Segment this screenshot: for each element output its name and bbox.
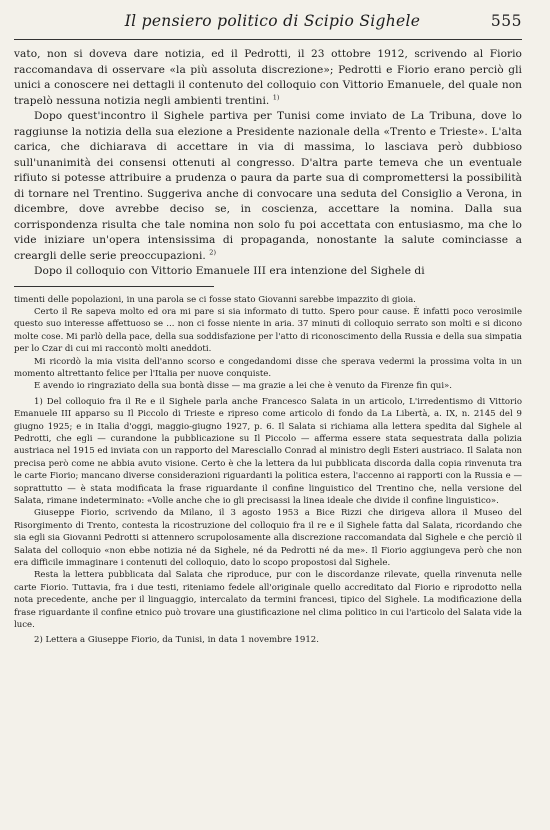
footnotes: [14, 294, 522, 647]
body-paragraph-continued: vato, non si doveva dare notizia, ed il Pedrotti, il 23 ottobre 1912, scrivendo al Fiorio raccomandava di osservare «la più assoluta discrezione»; Pedrotti e Fiorio erano perciò gli unici a conoscere nei dettagli il contenuto del colloquio con Vittorio Emanuele, del quale non trapelò nessuna notizia negli ambienti trentini. $^{1)}$: [14, 48, 522, 107]
footnote-ref-2[interactable]: 2): [209, 247, 217, 256]
footnote-2: 2) Lettera a Giuseppe Fiorio, da Tunisi, in data 1 novembre 1912.: [34, 635, 319, 646]
footnote-separator: [14, 286, 214, 287]
running-title: Il pensiero politico di Scipio Sighele: [124, 12, 421, 30]
footnote-paragraph: E avendo io ringraziato della sua bontà disse — ma grazie a lei che è venuto da Firenze fin qui».: [34, 381, 452, 392]
footnote-paragraph: Mi ricordò la mia visita dell'anno scorso e congedandomi disse che sperava vedermi la prossima volta in un momento altrettanto felice per l'Italia per nuove conquiste.: [14, 356, 522, 379]
footnote-continuation: timenti delle popolazioni, in una parola se ci fosse stato Giovanni sarebbe impazzito di gioia.: [14, 294, 416, 305]
footnote-ref-1[interactable]: 1): [272, 92, 280, 101]
body-paragraph: Dopo quest'incontro il Sighele partiva per Tunisi come inviato de La Tribuna, dove lo raggiunse la notizia della sua elezione a Presidente nazionale della «Trento e Trieste». L'alta carica, che dichiarava di accettare in via di massima, lo lasciava però dubbioso sull'unanimità dei consensi ottenuti al congresso. D'altra parte temeva che un eventuale rifiuto si potesse attribuire a prudenza o paura da parte sua di compromettersi la possibilità di tornare nel Trentino. Suggeriva anche di convocare una seduta del Consiglio a Verona, in dicembre, dove avrebbe deciso se, in coscienza, accettare la nomina. Dalla sua corrispondenza risulta che tale nomina non solo fu poi accettata con entusiasmo, ma che lo vide iniziare un'opera intensissima di propaganda, nonostante la salute cominciasse a creargli delle serie preoccupazioni. $^{2)}$: [14, 110, 522, 262]
main-text: [14, 47, 522, 280]
footnote-paragraph: Giuseppe Fiorio, scrivendo da Milano, il 3 agosto 1953 a Bice Rizzi che dirigeva allora il Museo del Risorgimento di Trento, contesta la ricostruzione del colloquio fra il re e il Sighele fatta dal Salata, ricordando che sia egli sia Giovanni Pedrotti si attennero scrupolosamente alla discrezione raccomandata dal Sighele e che perciò il Salata del colloquio «non ebbe notizia né da Sighele, né da Pedrotti né da me». Il Fiorio aggiungeva però che non era difficile immaginare i contenuti del colloquio, dato lo scopo propostosi dal Sighele.: [14, 508, 522, 569]
footnote-paragraph: Certo il Re sapeva molto ed ora mi pare si sia informato di tutto. Spero pour cause. È infatti poco verosimile questo suo interesse affettuoso se ... non ci fosse niente in aria. 37 minuti di colloquio serrato son molti e si dicono molte cose. Mi parlò della pace, della sua soddisfazione per l'atto di riconoscimento della Russia e della sua simpatia per lo Czar di cui mi raccontò molti aneddoti.: [14, 306, 522, 355]
body-paragraph: Dopo il colloquio con Vittorio Emanuele III era intenzione del Sighele di: [34, 265, 425, 277]
footnote-paragraph: Resta la lettera pubblicata dal Salata che riproduce, pur con le discordanze rilevate, quella rinvenuta nelle carte Fiorio. Tuttavia, fra i due testi, riteniamo fedele all'originale quello accreditato dal Fiorio e riprodotto nella nota precedente, anche per il linguaggio, intercalato da termini francesi, tipico del Sighele. La modificazione della frase riguardante il confine etnico può trovare una giustificazione nel clima politico in cui l'articolo del Salata vide la luce.: [14, 570, 522, 631]
page-number: 555: [490, 12, 522, 30]
running-header: [14, 12, 522, 40]
footnote-1: 1) Del colloquio fra il Re e il Sighele parla anche Francesco Salata in un articolo, L'irredentismo di Vittorio Emanuele III apparso su Il Piccolo di Trieste e ripreso come articolo di fondo da La Libertà, a. IX, n. 2145 del 9 giugno 1925; e in Italia d'oggi, maggio-giugno 1927, p. 6. Il Salata si richiama alla lettera spedita dal Sighele al Pedrotti, che egli — curandone la pubblicazione su Il Piccolo — afferma essere stata sequestrata dalla polizia austriaca nel 1915 ed inviata con un rapporto del Maresciallo Conrad al ministro degli Esteri austriaco. Il Salata non precisa però come ne abbia avuto visione. Certo è che la lettera da lui pubblicata discorda dalla copia rinvenuta tra le carte Fiorio; mancano diverse considerazioni riguardanti la politica estera, l'accenno ai rapporti con la Russia e — soprattutto — è stata modificata la frase riguardante il confine linguistico del Trentino che, nella versione del Salata, rimane indeterminato: «Volle anche che io gli precisassi la linea ideale che divide il confine linguistico».: [14, 396, 522, 506]
